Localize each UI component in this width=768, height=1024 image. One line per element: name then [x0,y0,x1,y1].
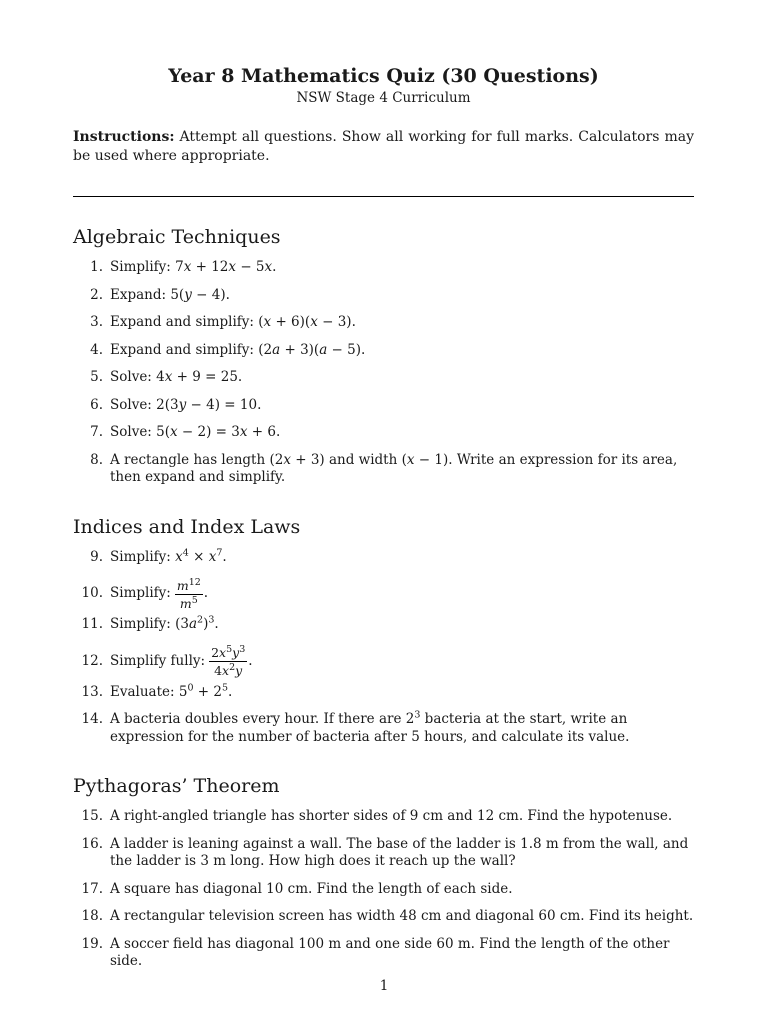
question: 4. Expand and simplify: (2a + 3)(a − 5). [90,341,366,358]
question-prefix: Simplify fully: [110,652,206,669]
question: 11. Simplify: $(3a^2)^3$. [81,614,219,632]
fraction [209,645,247,678]
question-list-pythagoras [73,808,694,971]
page-title: Year 8 Mathematics Quiz (30 Questions) [168,65,599,87]
question: 14. A bacteria doubles every hour. If there are $2^3$ bacteria at the start, write an expression for the number of bacteria after 5 hours, and calculate its value. [81,709,630,745]
question-suffix: . [248,652,253,669]
question: 19. A soccer field has diagonal 100 m and one side 60 m. Find the length of the other side. [81,935,670,969]
question: 3. Expand and simplify: (x + 6)(x − 3). [90,314,356,330]
fraction-denominator: $4x^2y$ [214,661,243,678]
question-text: A rectangle has length (2x + 3) and width (x − 1). Write an expression for its area, then expand and simplify. [110,451,678,485]
question: 10. Simplify: $\frac{m^{12}}{m^5}$ . [81,576,209,611]
question-text: Solve: 4x + 9 = 25. [110,369,243,385]
question: 18. A rectangular television screen has width 48 cm and diagonal 60 cm. Find its height. [81,908,694,924]
page-number: 1 [379,978,389,994]
question-text: A rectangular television screen has width 48 cm and diagonal 60 cm. Find its height. [110,908,694,924]
question: 7. Solve: 5(x − 2) = 3x + 6. [90,424,281,440]
page-subtitle: NSW Stage 4 Curriculum [296,90,471,106]
question-text: A bacteria doubles every hour. If there are $2^3$ bacteria at the start, write an expression for the number of bacteria after 5 hours, and calculate its value. [110,709,630,745]
question-text: Evaluate: $5^0 + 2^5$. [110,682,233,700]
question: 9. Simplify: $x^4 \times x^7$. [90,547,227,565]
section-title-indices: Indices and Index Laws [73,515,301,538]
question: 8. A rectangle has length (2x + 3) and width (x − 1). Write an expression for its area, then expand and simplify. [90,451,678,485]
question: 2. Expand: 5(y − 4). [90,286,230,303]
question-text: Expand: 5(y − 4). [110,286,230,303]
question: 6. Solve: 2(3y − 4) = 10. [90,396,262,413]
question: 12. Simplify fully: $\frac{2x^5y^3}{4x^2y}$ . [81,643,253,678]
question-text: Solve: 5(x − 2) = 3x + 6. [110,424,281,440]
question-text: A soccer field has diagonal 100 m and one side 60 m. Find the length of the other side. [110,935,670,969]
question-text: Simplify: 7x + 12x − 5x. [110,259,277,275]
question-text: Solve: 2(3y − 4) = 10. [110,396,262,413]
question: 1. Simplify: 7x + 12x − 5x. [90,259,277,275]
divider [73,196,694,197]
fraction-denominator: $m^5$ [179,594,198,611]
fraction-numerator: $m^{12}$ [176,576,201,593]
instructions-text: Attempt all questions. Show all working for full marks. Calculators may be used where appropriate. [73,129,694,164]
question-list-indices [73,549,694,747]
question-suffix: . [203,585,209,602]
question: 17. A square has diagonal 10 cm. Find the length of each side. [81,880,513,897]
fraction-numerator: $2x^5y^3$ [211,643,246,660]
question-text: A ladder is leaning against a wall. The base of the ladder is 1.8 m from the wall, and the ladder is 3 m long. How high does it reach up the wall? [110,835,689,869]
question-list-algebra [73,259,694,487]
fraction [175,578,203,611]
instructions-label: Instructions: [73,129,175,145]
section-title-algebra: Algebraic Techniques [73,226,281,248]
question-text: Expand and simplify: (2a + 3)(a − 5). [110,341,366,358]
question-text: Simplify: $(3a^2)^3$. [110,614,219,632]
instructions [73,128,694,166]
question-text: Expand and simplify: (x + 6)(x − 3). [110,314,356,330]
question: 5. Solve: 4x + 9 = 25. [90,369,243,385]
question: 16. A ladder is leaning against a wall. The base of the ladder is 1.8 m from the wall, and the ladder is 3 m long. How high does it reach up the wall? [81,835,689,869]
question: 13. Evaluate: $5^0 + 2^5$. [81,682,233,700]
question: 15. A right-angled triangle has shorter sides of 9 cm and 12 cm. Find the hypotenuse. [81,808,673,824]
question-text: Simplify: $x^4 \times x^7$. [110,547,227,565]
section-title-pythagoras: Pythagoras’ Theorem [73,775,280,797]
question-prefix: Simplify: [110,585,171,602]
quiz-page [73,64,694,981]
question-text: A square has diagonal 10 cm. Find the length of each side. [110,880,513,897]
question-text: A right-angled triangle has shorter sides of 9 cm and 12 cm. Find the hypotenuse. [110,808,673,824]
